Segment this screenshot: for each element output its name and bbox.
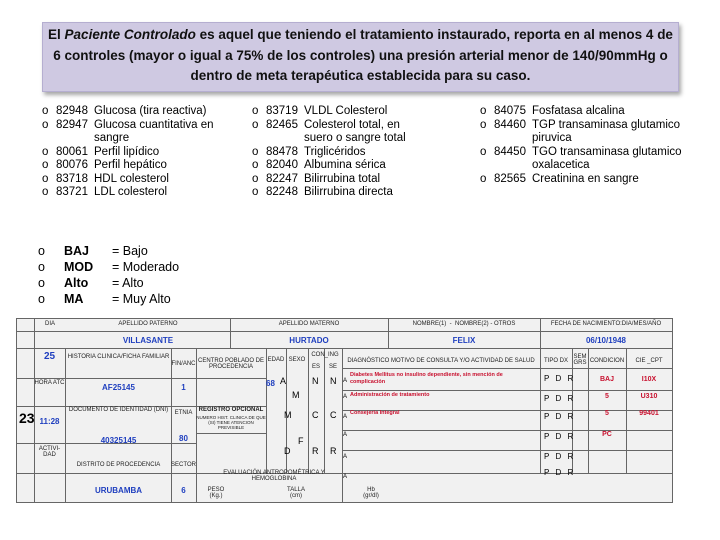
definition-text: es aquel que teniendo el tratamiento instaurado, reporta en al menos 4 de 6 controles (mayor o igual a 75% de los controles) una presión arterial menor de 140/90mmHg o dentro de meta terapéutica establecida para su caso. [53,27,673,83]
etnia-value: 80 [179,434,188,443]
hora-value: 11:28 [39,417,60,426]
list-item: o 80061 Perfil lipídico [42,145,160,158]
se-r: R [330,446,337,456]
distrito-value: URUBAMBA [94,486,143,495]
row-number: 23 [19,410,35,426]
diagnosis-2: Administración de tratamiento [350,392,430,398]
list-item: o 84460 TGP transaminasa glutamico piruvica [480,118,681,144]
list-item: o 82247 Bilirrubina total [252,172,381,185]
condicion-header: CONDICION [589,358,625,364]
fecha-nacimiento-header: FECHA DE NACIMIENTO:DIA/MES/AÑO [550,321,662,327]
tipo-dx-row-4: P D R [544,432,576,441]
dia-value: 25 [43,351,56,362]
sector-value: 6 [181,486,186,495]
apellido-paterno-value: VILLASANTE [122,336,174,345]
sexo-f: F [298,436,304,446]
cie-cpt-header: CIE _CPT [635,358,663,364]
sexo-m-2: M [284,410,292,420]
list-item: o 83719 VLDL Colesterol [252,105,388,117]
historia-clinica-value: AF25145 [102,383,135,392]
tipo-dx-header: TIPO DX [543,358,568,364]
list-item: o 82040 Albumina sérica [252,159,386,171]
talla-header: TALLA (cm) [287,487,305,499]
fin-anc-header: FIN/ANC [171,361,196,367]
condicion-1: BAJ [599,376,614,383]
risk-level-legend [38,243,179,307]
hora-atc-header: HORA ATC [34,380,65,386]
sexo-d: D [284,446,291,456]
tipo-dx-row-5: P D R [544,452,576,461]
documento-header: DOCUMENTO DE IDENTIDAD (DNI) [68,407,169,413]
apellido-paterno-header: APELLIDO PATERNO [118,321,178,327]
cie-1: I10X [641,376,657,383]
diagnostico-header: DIAGNÓSTICO MOTIVO DE CONSULTA Y/O ACTIVIDAD DE SALUD [347,358,535,364]
list-item: o 84075 Fosfatasa alcalina [480,105,625,117]
actividad-header: ACTIVI-DAD [38,446,61,458]
fin-value: 1 [181,383,186,392]
apellido-materno-header: APELLIDO MATERNO [278,321,340,327]
dni-value: 40325145 [100,436,137,445]
list-item: o 82948 Glucosa (tira reactiva) [42,105,207,117]
tipo-dx-row-6: P D R [544,468,576,477]
registro-opcional-note: NUMERO HIST. CLINICA DE QUE (SI) TIENE ATENCION PREVISIBLE [196,415,266,430]
cie-3: 99401 [639,410,659,417]
edad-unit: A [280,376,287,386]
se-n: N [330,376,337,386]
edad-value: 68 [266,379,275,388]
peso-header: PESO (Kg.) [207,487,225,499]
apellido-materno-value: HURTADO [289,336,329,345]
definition-term: Paciente Controlado [64,27,196,42]
tipo-dx-row-3: P D R [544,412,576,421]
condicion-2: 5 [605,393,609,400]
fecha-nacimiento-value: 06/10/1948 [585,336,627,345]
evaluacion-header: EVALUACIÓN ANTROPOMÉTRICA Y HEMOGLOBINA [223,470,325,482]
list-item: o 83718 HDL colesterol [42,172,169,185]
es-r: R [312,446,319,456]
etnia-header: ETNIA [174,410,193,416]
list-item: o Alto = Alto [38,276,144,290]
list-item: o 82248 Bilirrubina directa [252,186,393,198]
definition-prefix: El [48,27,65,42]
sexo-header: SEXO [288,357,306,363]
condicion-3: 5 [605,410,609,417]
centro-poblado-header: CENTRO POBLADO DE PROCEDENCIA [197,358,264,370]
historia-clinica-header: HISTORIA CLINICA/FICHA FAMILIAR [67,354,170,360]
list-item: o MA = Muy Alto [38,292,171,306]
list-item: o 82465 Colesterol total, en suero o sangre total [252,118,406,144]
hb-header: Hb (gr/dl) [363,487,379,499]
controlled-patient-definition [42,22,679,92]
list-item: o MOD = Moderado [38,260,180,274]
lab-list-column-3 [478,105,688,186]
se-c: C [330,410,337,420]
list-item: o 84450 TGO transaminasa glutamico oxalacetica [480,145,682,171]
his-registration-form: DIA APELLIDO PATERNO APELLIDO MATERNO NOMBRE(1) - NOMBRE(2) - OTROS FECHA DE NACIMIENTO:DIA/MES/AÑO HISTORIA CLINICA/FICHA FAMILIAR FIN/ANC CENTRO POBLADO DE PROCEDENCIA EDAD SEXO CON_ING ES SE DIAGNÓSTICO MOTIVO DE CONSULTA Y/O ACTIVIDAD DE SALUD TIPO DX SEM GRS CONDICION CIE _CPT HORA ATC DOCUMENTO DE IDENTIDAD (DNI) ETNIA REGISTRO OPCIONAL NUMERO HIST. CLINICA DE QUE (SI) TIENE ATENCION PREVISIBLE ACTIVI-DAD DISTRITO DE PROCEDENCIA SECTOR EVALUACIÓN ANTROPOMÉTRICA Y HEMOGLOBINA PESO (Kg.) TALLA (cm) Hb (gr/dl) VILLASANTE HURTADO FELIX 06/10/1948 25 11:28 AF25145 1 40325145 80 URUBAMBA 6 68 23 A M M F D N N C C R R A A A A A A Diabetes Mellitus no insulino dependiente, sin mención de complicación Administración de tratamiento Consejería Integral P D R P D R P D R P D R P D R P D R BAJ 5 5 PC I10X U310 99401 [16,318,672,503]
lab-list-column-2 [250,105,430,200]
tipo-dx-row-1: P D R [544,374,576,383]
diagnosis-3: Consejería Integral [350,410,400,416]
nombres-header: NOMBRE(1) - NOMBRE(2) - OTROS [412,321,516,327]
es-header: ES [311,364,320,370]
sector-header: SECTOR [171,462,196,468]
tipo-dx-row-2: P D R [544,394,576,403]
sexo-m-1: M [292,390,300,400]
distrito-header: DISTRITO DE PROCEDENCIA [76,462,161,468]
nombre-value: FELIX [452,336,476,345]
es-n: N [312,376,319,386]
list-item: o BAJ = Bajo [38,244,148,258]
con-ing-header: CON_ING [311,352,339,358]
list-item: o 88478 Triglicéridos [252,145,366,158]
edad-header: EDAD [267,357,285,363]
registro-opcional-header: REGISTRO OPCIONAL [198,407,264,413]
lab-list-column-1 [40,105,235,200]
list-item: o 82947 Glucosa cuantitativa en sangre [42,118,214,144]
diagnosis-1: Diabetes Mellitus no insulino dependiente, sin mención de complicación [350,372,503,385]
se-header: SE [328,364,337,370]
condicion-4: PC [602,431,612,438]
dia-header: DIA [44,321,55,327]
list-item: o 80076 Perfil hepático [42,159,167,171]
cie-2: U310 [640,393,658,400]
list-item: o 82565 Creatinina en sangre [480,172,639,185]
list-item: o 83721 LDL colesterol [42,186,168,198]
es-c: C [312,410,319,420]
sem-grs-header: SEM GRS [573,354,587,366]
